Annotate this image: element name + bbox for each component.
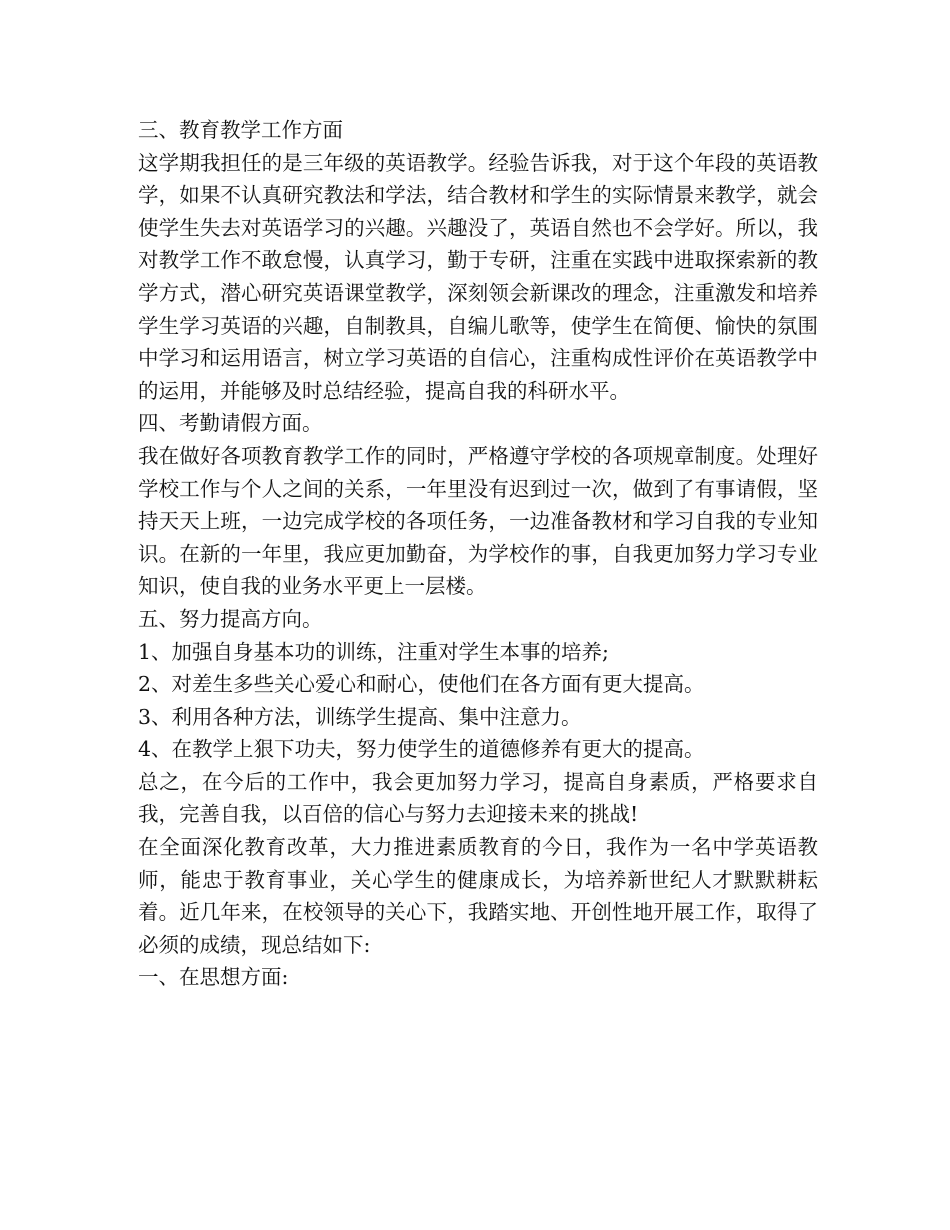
paragraph-attendance: 我在做好各项教育教学工作的同时，严格遵守学校的各项规章制度。处理好学校工作与个人之间的关系，一年里没有迟到过一次，做到了有事请假，坚持天天上班，一边完成学校的各项任务，一边准备教材和学习自我的专业知识。在新的一年里，我应更加勤奋，为学校作的事，自我更加努力学习专业知识，使自我的业务水平更上一层楼。: [138, 443, 818, 599]
paragraph-teaching: 这学期我担任的是三年级的英语教学。经验告诉我，对于这个年段的英语教学，如果不认真研究教法和学法，结合教材和学生的实际情景来教学，就会使学生失去对英语学习的兴趣。兴趣没了，英语自然也不会学好。所以，我对教学工作不敢怠慢，认真学习，勤于专研，注重在实践中进取探索新的教学方式，潜心研究英语课堂教学，深刻领会新课改的理念，注重激发和培养学生学习英语的兴趣，自制教具，自编儿歌等，使学生在简便、愉快的氛围中学习和运用语言，树立学习英语的自信心，注重构成性评价在英语教学中的运用，并能够及时总结经验，提高自我的科研水平。: [138, 150, 818, 403]
paragraph-introduction: 在全面深化教育改革，大力推进素质教育的今日，我作为一名中学英语教师，能忠于教育事业，关心学生的健康成长，为培养新世纪人才默默耕耘着。近几年来，在校领导的关心下，我踏实地、开创性地开展工作，取得了必须的成绩，现总结如下:: [138, 835, 818, 957]
section-heading-attendance: 四、考勤请假方面。: [138, 411, 323, 436]
list-item-improvement-3: 3、利用各种方法，训练学生提高、集中注意力。: [138, 704, 582, 729]
document-body: [138, 114, 818, 994]
list-item-improvement-4: 4、在教学上狠下功夫，努力使学生的道德修养有更大的提高。: [138, 737, 705, 762]
section-heading-teaching: 三、教育教学工作方面: [138, 118, 343, 142]
section-heading-improvement: 五、努力提高方向。: [138, 606, 323, 631]
section-heading-thought: 一、在思想方面:: [138, 965, 289, 990]
paragraph-conclusion: 总之，在今后的工作中，我会更加努力学习，提高自身素质，严格要求自我，完善自我，以百倍的信心与努力去迎接未来的挑战!: [138, 769, 818, 827]
list-item-improvement-2: 2、对差生多些关心爱心和耐心，使他们在各方面有更大提高。: [138, 672, 705, 697]
list-item-improvement-1: 1、加强自身基本功的训练，注重对学生本事的培养;: [138, 639, 609, 664]
